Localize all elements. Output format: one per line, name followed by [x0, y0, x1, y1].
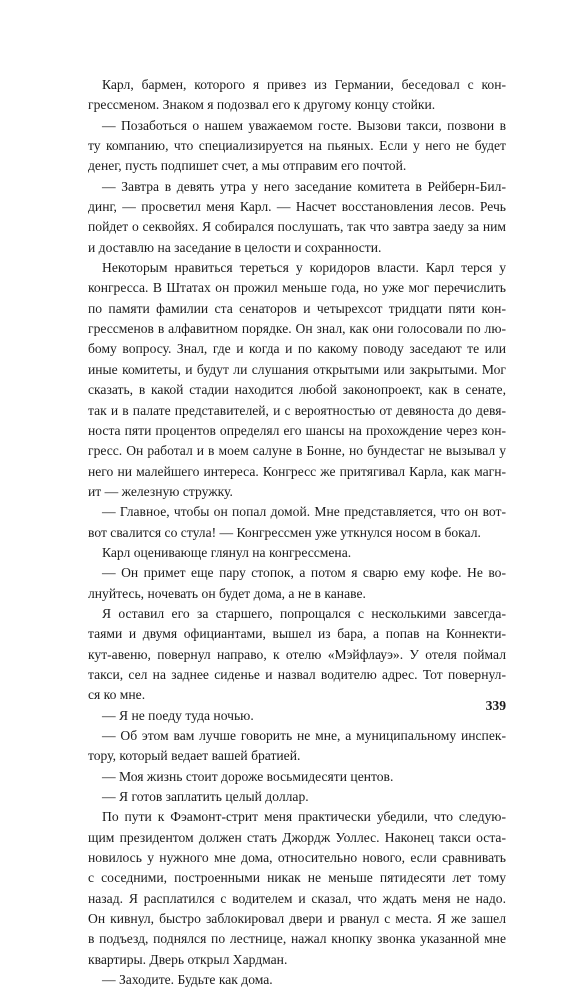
text-line: пойдет о секвойях. Я собирался послушать, так что завтра заеду за ним — [88, 219, 506, 235]
text-line: ит — железную стружку. — [88, 483, 233, 499]
text-line: Карл, бармен, которого я привез из Германии, беседовал с кон- — [102, 77, 506, 92]
text-line: Я оставил его за старшего, попрощался с несколькими завсегда- — [102, 605, 506, 621]
text-line: с соседними, построенными никак не меньше пятидесяти лет тому — [88, 870, 506, 886]
text-line: грессменов в алфавитном порядке. Он знал, как они голосовали по лю- — [88, 321, 506, 337]
text-line: гресс. Он работал и в моем салуне в Бонне, но бундестаг не вызывал у — [88, 443, 506, 459]
text-line: квартиры. Дверь открыл Хардман. — [88, 951, 288, 967]
text-line: бому вопросу. Знал, где и когда и по какому поводу заседают те или — [88, 341, 506, 357]
text-line: тору, который ведает вашей братией. — [88, 748, 301, 764]
text-line: По пути к Фэамонт-стрит меня практически убедили, что следую- — [102, 809, 506, 825]
text-line: Он кивнул, быстро заблокировал двери и рванул с места. Я же зашел — [88, 911, 506, 927]
text-line: — Главное, чтобы он попал домой. Мне представляется, что он вот- — [102, 504, 506, 520]
text-line: такси, сел на заднее сиденье и назвал водителю адрес. Тот повернул- — [88, 666, 506, 682]
text-line: лнуйтесь, ночевать он будет дома, а не в канаве. — [88, 585, 366, 601]
page-number: 339 — [485, 698, 506, 713]
text-line: ся ко мне. — [88, 687, 146, 703]
text-line: так и в палате представителей, и с вероятностью от девяноста до девя- — [88, 402, 506, 418]
text-line: носта пяти процентов определял его шансы на прохождение через кон- — [88, 422, 506, 438]
text-line: кут-авеню, повернул направо, к отелю «Мэйфлауэ». У отеля поймал — [88, 646, 506, 662]
text-line: — Завтра в девять утра у него заседание комитета в Рейберн-Бил- — [102, 178, 506, 194]
text-line: — Об этом вам лучше говорить не мне, а муниципальному инспек- — [102, 728, 506, 743]
text-line: — Я готов заплатить целый доллар. — [102, 789, 309, 805]
text-line: денег, пусть подпишет счет, а мы отправим его почтой. — [88, 158, 407, 174]
text-line: вот свалится со стула! — Конгрессмен уже уткнулся носом в бокал. — [88, 524, 481, 540]
text-line: в подъезд, поднялся по лестнице, нажал кнопку звонка указанной мне — [88, 931, 506, 947]
text-line: Некоторым нравиться тереться у коридоров власти. Карл терся у — [102, 260, 506, 276]
text-line: и доставлю на заседание в целости и сохранности. — [88, 239, 382, 255]
book-page-text — [88, 75, 506, 990]
text-line: грессменом. Знаком я подозвал его к другому концу стойки. — [88, 97, 436, 113]
text-line: — Я не поеду туда ночью. — [102, 707, 254, 723]
text-line: сказать, в какой стадии находится любой законопроект, как в сенате, — [88, 382, 506, 398]
text-line: — Позаботься о нашем уважаемом госте. Вызови такси, позвони в — [102, 117, 506, 133]
text-line: таями и двумя официантами, вышел из бара, а попав на Коннекти- — [88, 626, 506, 642]
text-line: — Моя жизнь стоит дороже восьмидесяти центов. — [102, 768, 394, 784]
text-line: иные комитеты, и будут ли слушания открытыми или закрытыми. Мог — [88, 361, 506, 377]
text-line: ту компанию, что специализируется на пьяных. Если у него не будет — [88, 138, 506, 154]
text-line: — Заходите. Будьте как дома. — [102, 972, 273, 988]
text-line: него ни малейшего интереса. Конгресс же притягивал Карла, как магн- — [88, 463, 506, 479]
text-line: щим президентом должен стать Джордж Уоллес. Наконец такси оста- — [88, 829, 506, 845]
text-line: конгресса. В Штатах он прожил меньше года, но уже мог перечислить — [88, 280, 506, 296]
text-line: по памяти фамилии ста сенаторов и четырехсот тридцати пяти кон- — [88, 300, 506, 316]
text-line: Карл оценивающе глянул на конгрессмена. — [102, 544, 352, 560]
text-line: назад. Я расплатился с водителем и сказал, что ждать меня не надо. — [88, 890, 506, 906]
text-line: новилось у нужного мне дома, относительно нового, если сравнивать — [88, 850, 506, 866]
text-line: — Он примет еще пару стопок, а потом я сварю ему кофе. Не во- — [102, 565, 506, 581]
text-line: динг, — просветил меня Карл. — Насчет восстановления лесов. Речь — [88, 199, 506, 215]
